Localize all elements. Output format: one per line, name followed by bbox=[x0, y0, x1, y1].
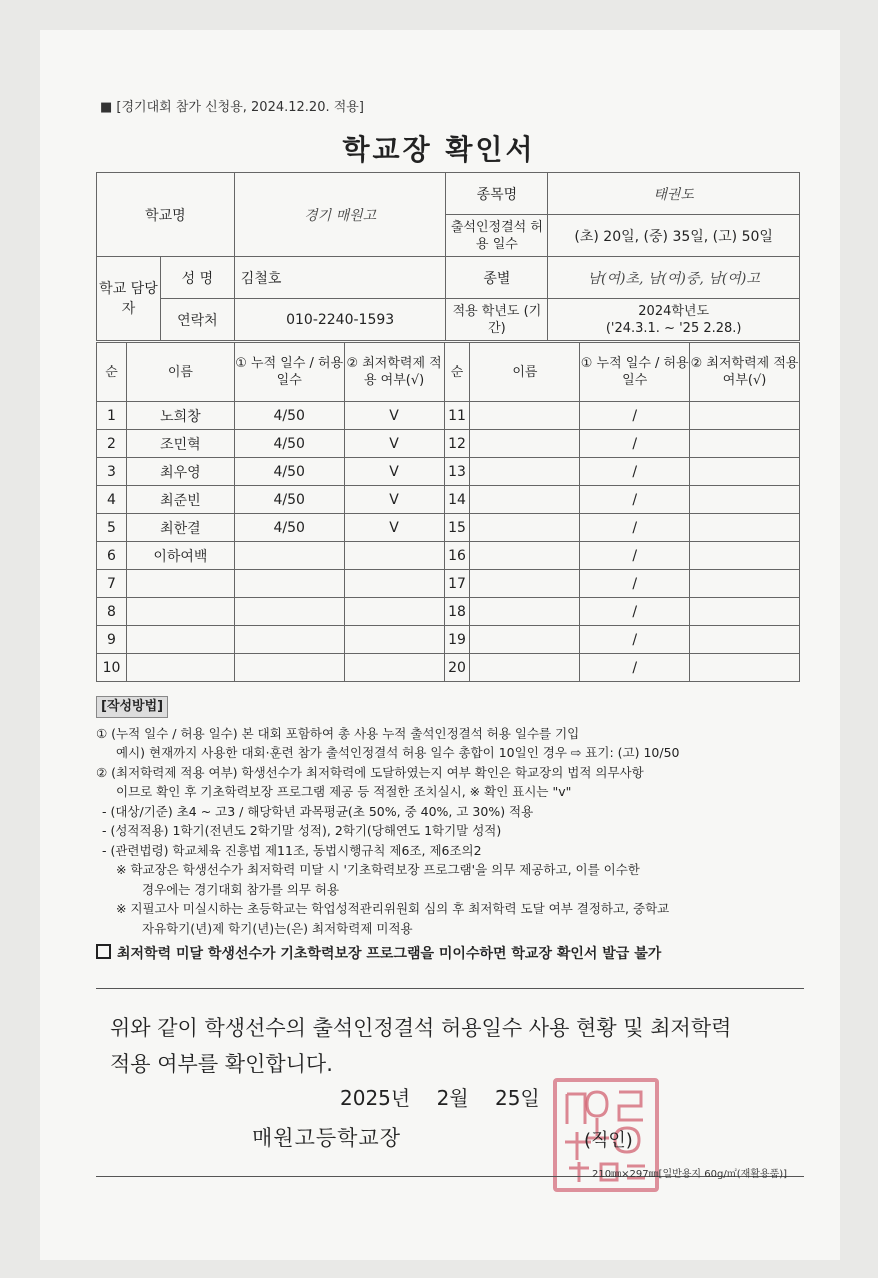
row-number: 5 bbox=[97, 514, 127, 542]
student-name bbox=[470, 486, 580, 514]
student-name bbox=[470, 458, 580, 486]
method-line: - (성적적용) 1학기(전년도 2학기말 성적), 2학기(당해연도 1학기말 성적) bbox=[102, 823, 502, 838]
student-name bbox=[470, 626, 580, 654]
name-label: 성 명 bbox=[160, 257, 234, 299]
academic-check: V bbox=[344, 458, 444, 486]
cumulative-days bbox=[234, 654, 344, 682]
student-name: 최우영 bbox=[126, 458, 234, 486]
method-line: - (대상/기준) 초4 ~ 고3 / 해당학년 과목평균(초 50%, 중 40%, 고 30%) 적용 bbox=[102, 803, 534, 819]
method-line: ※ 학교장은 학생선수가 최저학력 미달 시 '기초학력보장 프로그램'을 의무 제공하고, 이를 이수한 bbox=[116, 862, 640, 877]
row-number: 3 bbox=[97, 458, 127, 486]
method-line: 경우에는 경기대회 참가를 의무 허용 bbox=[142, 881, 340, 897]
academic-check bbox=[690, 570, 800, 598]
cumulative-days: 4/50 bbox=[234, 458, 344, 486]
page-title: 학교장 확인서 bbox=[342, 133, 536, 166]
student-name bbox=[470, 514, 580, 542]
academic-check: V bbox=[344, 514, 444, 542]
confirmation-text bbox=[110, 1010, 731, 1082]
cumulative-days: 4/50 bbox=[234, 430, 344, 458]
table-row bbox=[97, 458, 800, 486]
checkbox-square-icon bbox=[96, 944, 111, 959]
row-number: 17 bbox=[444, 570, 470, 598]
academic-check: V bbox=[344, 430, 444, 458]
row-number: 14 bbox=[444, 486, 470, 514]
cumulative-days: / bbox=[580, 542, 690, 570]
row-number: 20 bbox=[444, 654, 470, 682]
academic-check bbox=[690, 542, 800, 570]
roster-table bbox=[96, 342, 800, 682]
student-name bbox=[126, 598, 234, 626]
confirmation-line: 적용 여부를 확인합니다. bbox=[110, 1052, 333, 1076]
year-cell bbox=[548, 299, 800, 341]
student-name bbox=[470, 654, 580, 682]
row-number: 9 bbox=[97, 626, 127, 654]
cumulative-days: / bbox=[580, 486, 690, 514]
cumulative-days bbox=[234, 570, 344, 598]
academic-check bbox=[690, 654, 800, 682]
cumulative-days: / bbox=[580, 430, 690, 458]
cumulative-days: / bbox=[580, 626, 690, 654]
info-table bbox=[96, 172, 800, 341]
cumulative-days: / bbox=[580, 458, 690, 486]
school-value: 경기 매원고 bbox=[234, 173, 446, 257]
final-note bbox=[96, 944, 816, 965]
student-name bbox=[470, 542, 580, 570]
row-number: 1 bbox=[97, 402, 127, 430]
contact-label: 연락처 bbox=[160, 299, 234, 341]
col-academic-left: ② 최저학력제 적용 여부(√) bbox=[344, 343, 444, 402]
academic-check bbox=[344, 570, 444, 598]
allowed-days-label: 출석인정결석 허용 일수 bbox=[446, 215, 548, 257]
row-number: 16 bbox=[444, 542, 470, 570]
row-number: 11 bbox=[444, 402, 470, 430]
year-period: ('24.3.1. ~ '25 2.28.) bbox=[605, 320, 742, 336]
cumulative-days: 4/50 bbox=[234, 486, 344, 514]
academic-check: V bbox=[344, 486, 444, 514]
cumulative-days: 4/50 bbox=[234, 514, 344, 542]
academic-check bbox=[344, 598, 444, 626]
method-heading: [작성방법] bbox=[96, 696, 168, 718]
col-name-left: 이름 bbox=[126, 343, 234, 402]
academic-check bbox=[690, 598, 800, 626]
method-line: 예시) 현재까지 사용한 대회·훈련 참가 출석인정결석 허용 일수 총합이 10일인 경우 ⇨ 표기: (고) 10/50 bbox=[116, 745, 680, 760]
row-number: 2 bbox=[97, 430, 127, 458]
row-number: 12 bbox=[444, 430, 470, 458]
row-number: 18 bbox=[444, 598, 470, 626]
row-number: 10 bbox=[97, 654, 127, 682]
table-row bbox=[97, 402, 800, 430]
method-line: 자유학기(년)제 학기(년)는(은) 최저학력제 미적용 bbox=[142, 920, 413, 936]
student-name bbox=[470, 598, 580, 626]
roster-body bbox=[97, 402, 800, 682]
student-name bbox=[470, 402, 580, 430]
sport-label: 종목명 bbox=[446, 173, 548, 215]
col-days-left: ① 누적 일수 / 허용 일수 bbox=[234, 343, 344, 402]
sport-value: 태권도 bbox=[548, 173, 800, 215]
student-name bbox=[126, 654, 234, 682]
year-label: 적용 학년도 (기간) bbox=[446, 299, 548, 341]
col-name-right: 이름 bbox=[470, 343, 580, 402]
principal-name: 매원고등학교장 bbox=[252, 1126, 402, 1150]
cumulative-days: / bbox=[580, 570, 690, 598]
method-line: - (관련법령) 학교체육 진흥법 제11조, 동법시행규칙 제6조, 제6조의2 bbox=[102, 842, 482, 858]
table-row bbox=[97, 486, 800, 514]
student-name bbox=[126, 570, 234, 598]
cumulative-days bbox=[234, 626, 344, 654]
student-name bbox=[470, 570, 580, 598]
academic-check bbox=[690, 514, 800, 542]
cumulative-days: 4/50 bbox=[234, 402, 344, 430]
writing-method bbox=[96, 696, 816, 965]
confirmation-line: 위와 같이 학생선수의 출석인정결석 허용일수 사용 현황 및 최저학력 bbox=[110, 1016, 732, 1040]
academic-check bbox=[690, 402, 800, 430]
table-row bbox=[97, 598, 800, 626]
issue-date: 2025년 2월 25일 bbox=[340, 1086, 540, 1110]
row-number: 7 bbox=[97, 570, 127, 598]
table-row bbox=[97, 626, 800, 654]
col-days-right: ① 누적 일수 / 허용 일수 bbox=[580, 343, 690, 402]
col-no-left: 순 bbox=[97, 343, 127, 402]
table-row bbox=[97, 570, 800, 598]
seal-label: (직인) bbox=[584, 1130, 633, 1151]
table-row bbox=[97, 654, 800, 682]
method-line: ② (최저학력제 적용 여부) 학생선수가 최저학력에 도달하였는지 여부 확인은 학교장의 법적 의무사항 bbox=[96, 764, 644, 780]
cumulative-days: / bbox=[580, 654, 690, 682]
academic-check bbox=[690, 626, 800, 654]
year-value: 2024학년도 bbox=[638, 303, 710, 319]
student-name bbox=[470, 430, 580, 458]
row-number: 6 bbox=[97, 542, 127, 570]
cumulative-days bbox=[234, 542, 344, 570]
cumulative-days: / bbox=[580, 514, 690, 542]
method-line: 이므로 확인 후 기초학력보장 프로그램 제공 등 적절한 조치실시, ※ 확인 표시는 "v" bbox=[116, 784, 572, 799]
gender-label: 종별 bbox=[446, 257, 548, 299]
name-value: 김철호 bbox=[234, 257, 446, 299]
table-row bbox=[97, 430, 800, 458]
col-academic-right: ② 최저학력제 적용 여부(√) bbox=[690, 343, 800, 402]
academic-check: V bbox=[344, 402, 444, 430]
method-line: ① (누적 일수 / 허용 일수) 본 대회 포함하여 총 사용 누적 출석인정결석 허용 일수를 기입 bbox=[96, 725, 580, 741]
col-no-right: 순 bbox=[444, 343, 470, 402]
form-note: ■ [경기대회 참가 신청용, 2024.12.20. 적용] bbox=[100, 100, 364, 115]
divider bbox=[96, 988, 804, 989]
student-name: 최한결 bbox=[126, 514, 234, 542]
allowed-days-value: (초) 20일, (중) 35일, (고) 50일 bbox=[548, 215, 800, 257]
student-name: 노희창 bbox=[126, 402, 234, 430]
row-number: 8 bbox=[97, 598, 127, 626]
student-name bbox=[126, 626, 234, 654]
academic-check bbox=[690, 430, 800, 458]
contact-value: 010-2240-1593 bbox=[234, 299, 446, 341]
student-name: 이하여백 bbox=[126, 542, 234, 570]
method-line: ※ 지필고사 미실시하는 초등학교는 학업성적관리위원회 심의 후 최저학력 도달 여부 결정하고, 중학교 bbox=[116, 901, 670, 916]
row-number: 15 bbox=[444, 514, 470, 542]
academic-check bbox=[344, 654, 444, 682]
school-label: 학교명 bbox=[97, 173, 235, 257]
row-number: 4 bbox=[97, 486, 127, 514]
row-number: 13 bbox=[444, 458, 470, 486]
cumulative-days: / bbox=[580, 598, 690, 626]
final-note-text: 최저학력 미달 학생선수가 기초학력보장 프로그램을 미이수하면 학교장 확인서 발급 불가 bbox=[117, 946, 662, 962]
academic-check bbox=[690, 458, 800, 486]
cumulative-days: / bbox=[580, 402, 690, 430]
academic-check bbox=[344, 542, 444, 570]
academic-check bbox=[690, 486, 800, 514]
table-row bbox=[97, 542, 800, 570]
student-name: 조민혁 bbox=[126, 430, 234, 458]
academic-check bbox=[344, 626, 444, 654]
table-row bbox=[97, 514, 800, 542]
paper-spec-note: 210㎜×297㎜[일반용지 60g/㎡(재활용품)] bbox=[592, 1169, 788, 1180]
cumulative-days bbox=[234, 598, 344, 626]
student-name: 최준빈 bbox=[126, 486, 234, 514]
gender-value: 남(여)초, 남(여)중, 남(여)고 bbox=[548, 257, 800, 299]
row-number: 19 bbox=[444, 626, 470, 654]
manager-label: 학교 담당자 bbox=[97, 257, 161, 341]
